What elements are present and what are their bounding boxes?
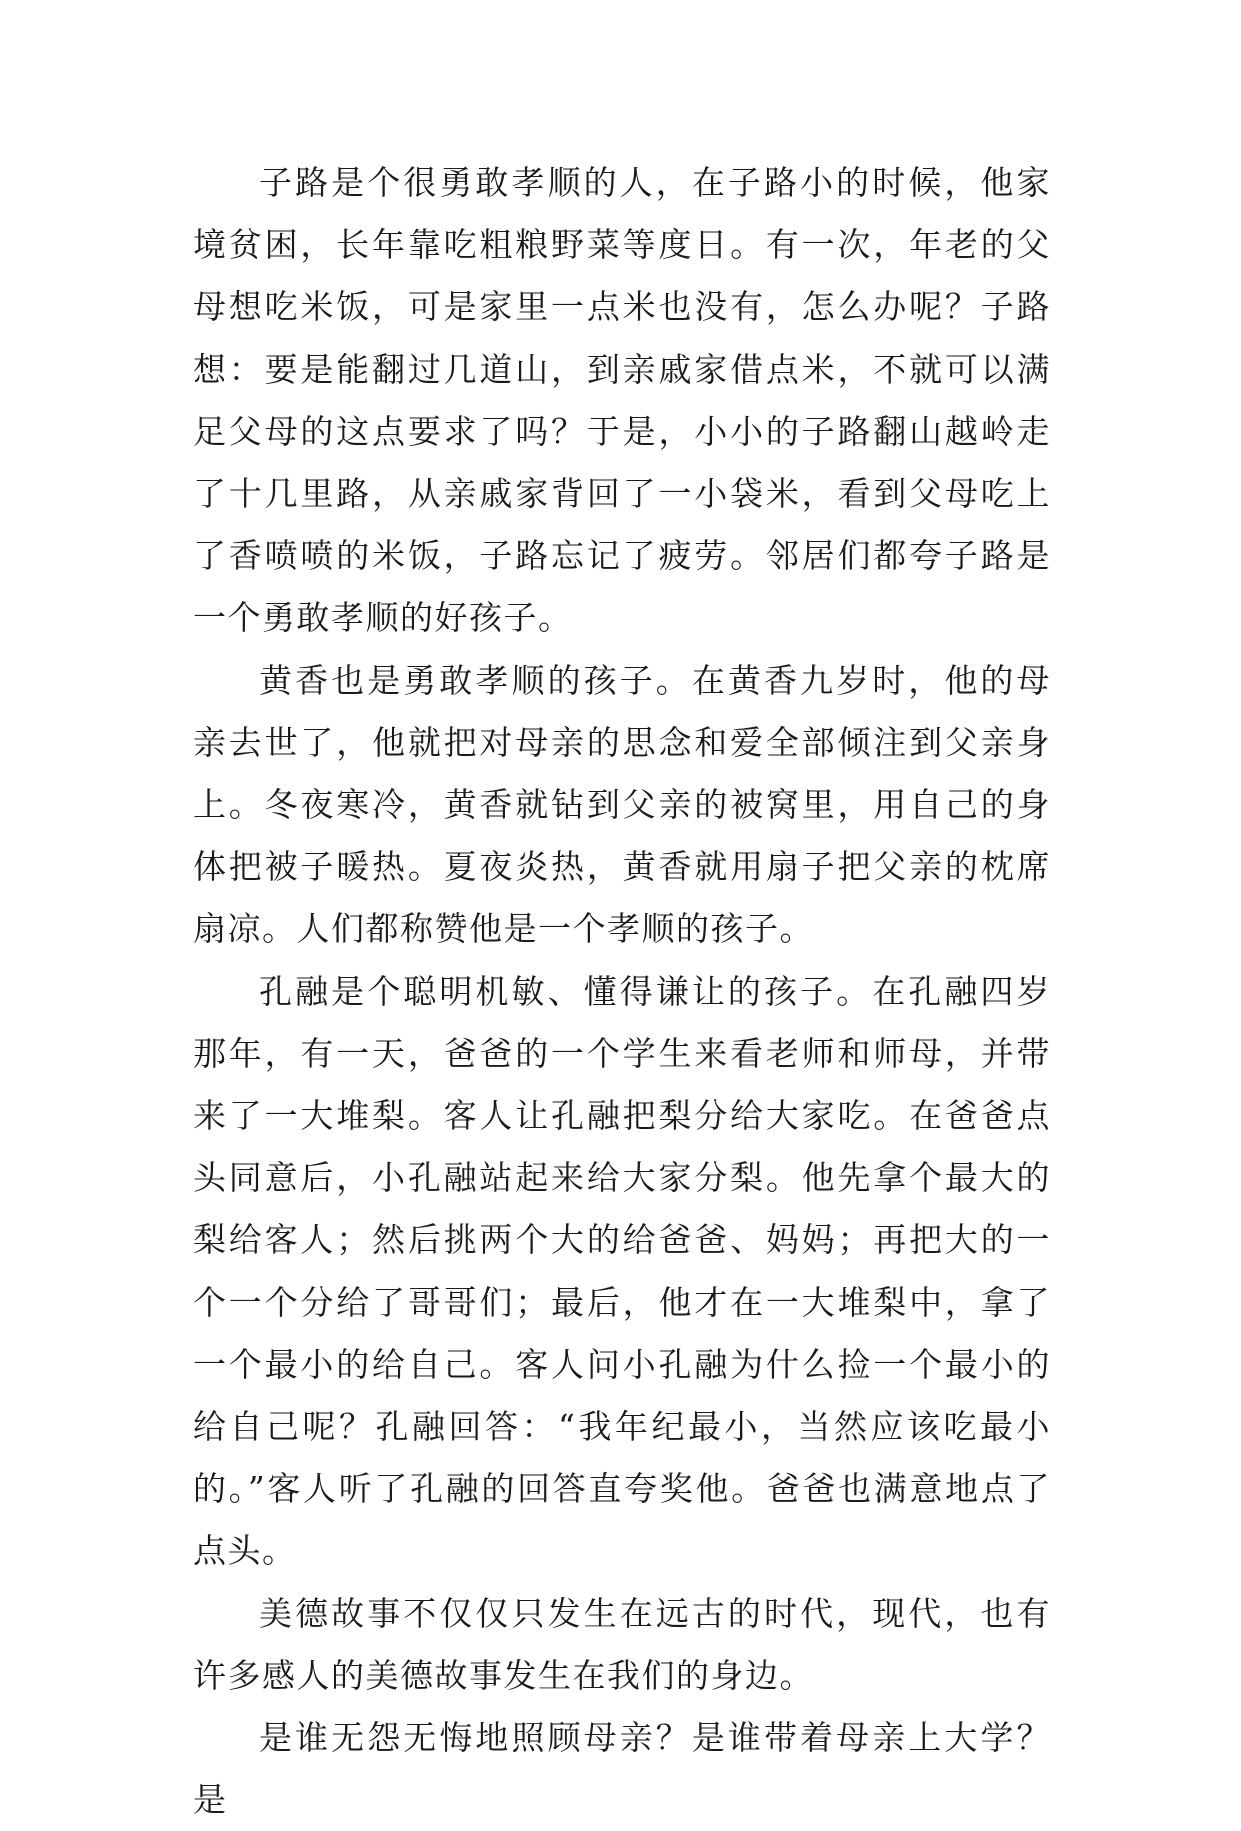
document-body — [193, 152, 1051, 1831]
paragraph-question: 是谁无怨无悔地照顾母亲？是谁带着母亲上大学？是 — [193, 1718, 1051, 1820]
paragraph-kongrong: 孔融是个聪明机敏、懂得谦让的孩子。在孔融四岁那年，有一天，爸爸的一个学生来看老师和师母，并带来了一大堆梨。客人让孔融把梨分给大家吃。在爸爸点头同意后，小孔融站起来给大家分梨。他先拿个最大的梨给客人；然后挑两个大的给爸爸、妈妈；再把大的一个一个分给了哥哥们；最后，他才在一大堆梨中，拿了一个最小的给自己。客人问小孔融为什么捡一个最小的给自己呢？孔融回答：“我年纪最小，当然应该吃最小的。”客人听了孔融的回答直夸奖他。爸爸也满意地点了点头。 — [193, 971, 1051, 1571]
paragraph-zilu: 子路是个很勇敢孝顺的人，在子路小的时候，他家境贫困，长年靠吃粗粮野菜等度日。有一次，年老的父母想吃米饭，可是家里一点米也没有，怎么办呢？子路想：要是能翻过几道山，到亲戚家借点米，不就可以满足父母的这点要求了吗？于是，小小的子路翻山越岭走了十几里路，从亲戚家背回了一小袋米，看到父母吃上了香喷喷的米饭，子路忘记了疲劳。邻居们都夸子路是一个勇敢孝顺的好孩子。 — [193, 163, 1051, 638]
paragraph-modern-virtue: 美德故事不仅仅只发生在远古的时代，现代，也有许多感人的美德故事发生在我们的身边。 — [193, 1593, 1051, 1695]
paragraph-huangxiang: 黄香也是勇敢孝顺的孩子。在黄香九岁时，他的母亲去世了，他就把对母亲的思念和爱全部倾注到父亲身上。冬夜寒冷，黄香就钻到父亲的被窝里，用自己的身体把被子暖热。夏夜炎热，黄香就用扇子把父亲的枕席扇凉。人们都称赞他是一个孝顺的孩子。 — [193, 660, 1051, 949]
